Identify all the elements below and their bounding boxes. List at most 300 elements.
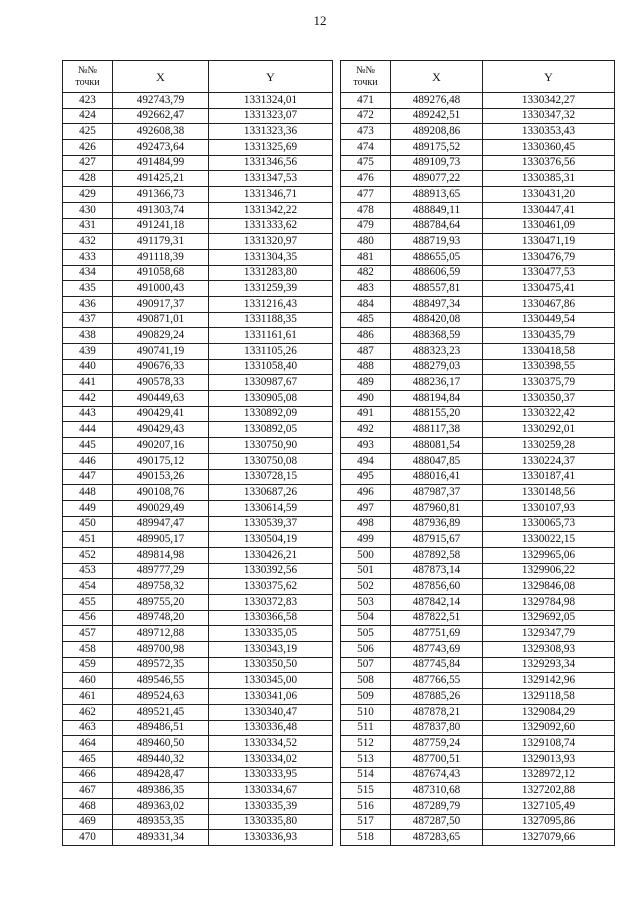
point-number-cell: 478	[341, 202, 391, 218]
y-header: Y	[209, 61, 333, 93]
y-header: Y	[483, 61, 615, 93]
table-row	[63, 391, 333, 407]
y-coordinate-cell: 1330614,59	[209, 500, 333, 516]
x-coordinate-cell: 489748,20	[113, 610, 209, 626]
point-number-cell: 445	[63, 438, 113, 454]
y-coordinate-cell: 1329692,05	[483, 610, 615, 626]
y-coordinate-cell: 1330335,39	[209, 798, 333, 814]
point-number-cell: 503	[341, 595, 391, 611]
x-coordinate-cell: 491303,74	[113, 202, 209, 218]
point-number-cell: 447	[63, 469, 113, 485]
table-header-row	[341, 61, 615, 93]
y-coordinate-cell: 1330418,58	[483, 344, 615, 360]
x-coordinate-cell: 487766,55	[391, 673, 483, 689]
table-row	[341, 657, 615, 673]
table-row	[63, 108, 333, 124]
table-row	[63, 422, 333, 438]
x-coordinate-cell: 487960,81	[391, 500, 483, 516]
x-coordinate-cell: 487842,14	[391, 595, 483, 611]
x-coordinate-cell: 489524,63	[113, 689, 209, 705]
table-row	[63, 187, 333, 203]
y-coordinate-cell: 1330476,79	[483, 249, 615, 265]
table-row	[63, 249, 333, 265]
x-coordinate-cell: 489947,47	[113, 516, 209, 532]
point-number-cell: 441	[63, 375, 113, 391]
x-coordinate-cell: 489428,47	[113, 767, 209, 783]
y-coordinate-cell: 1330065,73	[483, 516, 615, 532]
point-number-cell: 488	[341, 359, 391, 375]
table-row	[341, 281, 615, 297]
y-coordinate-cell: 1331324,01	[209, 93, 333, 109]
table-row	[63, 265, 333, 281]
x-coordinate-cell: 489175,52	[391, 140, 483, 156]
x-coordinate-cell: 487674,43	[391, 767, 483, 783]
x-coordinate-cell: 487936,89	[391, 516, 483, 532]
y-coordinate-cell: 1330471,19	[483, 234, 615, 250]
y-coordinate-cell: 1330477,53	[483, 265, 615, 281]
point-number-cell: 476	[341, 171, 391, 187]
y-coordinate-cell: 1330398,55	[483, 359, 615, 375]
table-row	[341, 155, 615, 171]
x-coordinate-cell: 490676,33	[113, 359, 209, 375]
y-coordinate-cell: 1330292,01	[483, 422, 615, 438]
y-coordinate-cell: 1329092,60	[483, 720, 615, 736]
y-coordinate-cell: 1330353,43	[483, 124, 615, 140]
x-coordinate-cell: 489486,51	[113, 720, 209, 736]
y-coordinate-cell: 1330987,67	[209, 375, 333, 391]
y-coordinate-cell: 1330372,83	[209, 595, 333, 611]
x-coordinate-cell: 487287,50	[391, 814, 483, 830]
table-row	[63, 140, 333, 156]
x-coordinate-cell: 490029,49	[113, 500, 209, 516]
point-number-cell: 440	[63, 359, 113, 375]
table-row	[341, 296, 615, 312]
table-row	[341, 140, 615, 156]
point-number-cell: 490	[341, 391, 391, 407]
y-coordinate-cell: 1331058,40	[209, 359, 333, 375]
point-number-cell: 491	[341, 406, 391, 422]
y-coordinate-cell: 1331323,36	[209, 124, 333, 140]
point-number-cell: 453	[63, 563, 113, 579]
table-row	[341, 704, 615, 720]
y-coordinate-cell: 1331161,61	[209, 328, 333, 344]
y-coordinate-cell: 1329308,93	[483, 642, 615, 658]
table-row	[341, 767, 615, 783]
point-number-cell: 487	[341, 344, 391, 360]
point-number-cell: 494	[341, 453, 391, 469]
x-coordinate-cell: 489905,17	[113, 532, 209, 548]
point-number-cell: 424	[63, 108, 113, 124]
table-row	[63, 93, 333, 109]
x-coordinate-cell: 488047,85	[391, 453, 483, 469]
point-number-cell: 430	[63, 202, 113, 218]
coordinates-table-left	[62, 60, 333, 846]
x-coordinate-cell: 489242,51	[391, 108, 483, 124]
point-number-cell: 471	[341, 93, 391, 109]
point-number-cell: 432	[63, 234, 113, 250]
y-coordinate-cell: 1331259,39	[209, 281, 333, 297]
point-number-cell: 462	[63, 704, 113, 720]
x-coordinate-cell: 488016,41	[391, 469, 483, 485]
point-number-cell: 431	[63, 218, 113, 234]
point-number-cell: 464	[63, 736, 113, 752]
x-coordinate-cell: 489440,32	[113, 751, 209, 767]
x-coordinate-cell: 489546,55	[113, 673, 209, 689]
x-coordinate-cell: 492743,79	[113, 93, 209, 109]
point-number-cell: 506	[341, 642, 391, 658]
point-number-cell: 444	[63, 422, 113, 438]
point-number-cell: 511	[341, 720, 391, 736]
x-coordinate-cell: 488323,23	[391, 344, 483, 360]
point-number-cell: 489	[341, 375, 391, 391]
table-row	[63, 312, 333, 328]
point-number-cell: 443	[63, 406, 113, 422]
point-number-cell: 518	[341, 830, 391, 846]
point-number-cell: 492	[341, 422, 391, 438]
y-coordinate-cell: 1330539,37	[209, 516, 333, 532]
table-row	[63, 344, 333, 360]
x-coordinate-cell: 491000,43	[113, 281, 209, 297]
table-row	[63, 689, 333, 705]
point-number-cell: 465	[63, 751, 113, 767]
y-coordinate-cell: 1328972,12	[483, 767, 615, 783]
point-number-cell: 438	[63, 328, 113, 344]
point-number-cell: 461	[63, 689, 113, 705]
y-coordinate-cell: 1327079,66	[483, 830, 615, 846]
table-row	[63, 171, 333, 187]
x-coordinate-cell: 489755,20	[113, 595, 209, 611]
y-coordinate-cell: 1329784,98	[483, 595, 615, 611]
x-coordinate-cell: 491425,21	[113, 171, 209, 187]
y-coordinate-cell: 1330107,93	[483, 500, 615, 516]
y-coordinate-cell: 1329347,79	[483, 626, 615, 642]
y-coordinate-cell: 1330687,26	[209, 485, 333, 501]
y-coordinate-cell: 1331320,97	[209, 234, 333, 250]
point-number-cell: 446	[63, 453, 113, 469]
x-coordinate-cell: 488913,65	[391, 187, 483, 203]
point-number-cell: 514	[341, 767, 391, 783]
table-row	[63, 218, 333, 234]
table-row	[63, 751, 333, 767]
y-coordinate-cell: 1330350,50	[209, 657, 333, 673]
point-number-cell: 484	[341, 296, 391, 312]
x-coordinate-cell: 489386,35	[113, 783, 209, 799]
y-coordinate-cell: 1327095,86	[483, 814, 615, 830]
x-coordinate-cell: 489077,22	[391, 171, 483, 187]
table-row	[341, 830, 615, 846]
point-number-cell: 433	[63, 249, 113, 265]
x-coordinate-cell: 488420,08	[391, 312, 483, 328]
x-coordinate-cell: 490917,37	[113, 296, 209, 312]
point-number-cell: 468	[63, 798, 113, 814]
y-coordinate-cell: 1329142,96	[483, 673, 615, 689]
point-number-cell: 423	[63, 93, 113, 109]
table-row	[63, 673, 333, 689]
table-row	[341, 673, 615, 689]
y-coordinate-cell: 1330322,42	[483, 406, 615, 422]
point-number-cell: 450	[63, 516, 113, 532]
table-row	[63, 500, 333, 516]
x-coordinate-cell: 489712,88	[113, 626, 209, 642]
y-coordinate-cell: 1330335,80	[209, 814, 333, 830]
table-row	[341, 124, 615, 140]
point-number-cell: 505	[341, 626, 391, 642]
point-number-cell: 481	[341, 249, 391, 265]
y-coordinate-cell: 1329906,22	[483, 563, 615, 579]
page-number: 12	[313, 13, 327, 28]
point-number-cell: 499	[341, 532, 391, 548]
table-row	[341, 798, 615, 814]
y-coordinate-cell: 1331346,56	[209, 155, 333, 171]
point-number-cell: 467	[63, 783, 113, 799]
y-coordinate-cell: 1330259,28	[483, 438, 615, 454]
y-coordinate-cell: 1331304,35	[209, 249, 333, 265]
table-row	[63, 406, 333, 422]
y-coordinate-cell: 1330334,02	[209, 751, 333, 767]
point-number-cell: 457	[63, 626, 113, 642]
x-coordinate-cell: 488368,59	[391, 328, 483, 344]
x-coordinate-cell: 487310,68	[391, 783, 483, 799]
x-coordinate-cell: 488155,20	[391, 406, 483, 422]
y-coordinate-cell: 1330376,56	[483, 155, 615, 171]
y-coordinate-cell: 1330366,58	[209, 610, 333, 626]
x-coordinate-cell: 489353,35	[113, 814, 209, 830]
y-coordinate-cell: 1330750,08	[209, 453, 333, 469]
table-row	[341, 626, 615, 642]
y-coordinate-cell: 1330148,56	[483, 485, 615, 501]
x-coordinate-cell: 491366,73	[113, 187, 209, 203]
point-number-cell: 466	[63, 767, 113, 783]
table-row	[63, 704, 333, 720]
point-number-cell: 451	[63, 532, 113, 548]
point-number-cell: 486	[341, 328, 391, 344]
point-number-header-line2: точки	[353, 76, 378, 88]
point-number-cell: 448	[63, 485, 113, 501]
point-number-cell: 493	[341, 438, 391, 454]
table-row	[341, 516, 615, 532]
point-number-header-line2: точки	[75, 76, 100, 88]
point-number-cell: 500	[341, 547, 391, 563]
point-number-cell: 429	[63, 187, 113, 203]
y-coordinate-cell: 1330504,19	[209, 532, 333, 548]
point-number-cell: 473	[341, 124, 391, 140]
x-coordinate-cell: 487987,37	[391, 485, 483, 501]
table-row	[63, 798, 333, 814]
point-number-cell: 460	[63, 673, 113, 689]
x-header: X	[391, 61, 483, 93]
x-coordinate-cell: 487837,80	[391, 720, 483, 736]
table-row	[63, 202, 333, 218]
table-row	[341, 202, 615, 218]
y-coordinate-cell: 1330347,32	[483, 108, 615, 124]
table-row	[63, 579, 333, 595]
x-coordinate-cell: 487289,79	[391, 798, 483, 814]
table-row	[341, 312, 615, 328]
table-row	[341, 375, 615, 391]
y-coordinate-cell: 1329846,08	[483, 579, 615, 595]
table-row	[341, 469, 615, 485]
coordinates-table-right	[340, 60, 615, 846]
table-row	[341, 328, 615, 344]
table-row	[63, 767, 333, 783]
table-row	[341, 595, 615, 611]
y-coordinate-cell: 1331216,43	[209, 296, 333, 312]
table-row	[341, 532, 615, 548]
table-row	[341, 406, 615, 422]
y-coordinate-cell: 1330467,86	[483, 296, 615, 312]
y-coordinate-cell: 1331342,22	[209, 202, 333, 218]
table-row	[63, 438, 333, 454]
table-row	[63, 626, 333, 642]
y-coordinate-cell: 1330360,45	[483, 140, 615, 156]
y-coordinate-cell: 1331325,69	[209, 140, 333, 156]
table-row	[63, 375, 333, 391]
x-coordinate-cell: 487892,58	[391, 547, 483, 563]
table-row	[341, 249, 615, 265]
point-number-header-line1: №№	[355, 64, 376, 76]
point-number-cell: 507	[341, 657, 391, 673]
point-number-cell: 456	[63, 610, 113, 626]
point-number-cell: 455	[63, 595, 113, 611]
point-number-cell: 479	[341, 218, 391, 234]
point-number-cell: 426	[63, 140, 113, 156]
x-coordinate-cell: 491118,39	[113, 249, 209, 265]
table-row	[63, 595, 333, 611]
point-number-cell: 449	[63, 500, 113, 516]
y-coordinate-cell: 1331283,80	[209, 265, 333, 281]
x-coordinate-cell: 487915,67	[391, 532, 483, 548]
point-number-cell: 475	[341, 155, 391, 171]
table-row	[63, 155, 333, 171]
table-row	[341, 93, 615, 109]
table-row	[63, 296, 333, 312]
y-coordinate-cell: 1330375,79	[483, 375, 615, 391]
point-number-cell: 439	[63, 344, 113, 360]
x-coordinate-cell: 490429,41	[113, 406, 209, 422]
table-row	[63, 547, 333, 563]
y-coordinate-cell: 1329293,34	[483, 657, 615, 673]
x-coordinate-cell: 488655,05	[391, 249, 483, 265]
y-coordinate-cell: 1331105,26	[209, 344, 333, 360]
point-number-cell: 485	[341, 312, 391, 328]
x-header: X	[113, 61, 209, 93]
x-coordinate-cell: 488849,11	[391, 202, 483, 218]
x-coordinate-cell: 489814,98	[113, 547, 209, 563]
table-row	[63, 516, 333, 532]
point-number-cell: 483	[341, 281, 391, 297]
x-coordinate-cell: 491179,31	[113, 234, 209, 250]
point-number-cell: 425	[63, 124, 113, 140]
table-row	[341, 736, 615, 752]
x-coordinate-cell: 487856,60	[391, 579, 483, 595]
point-number-cell: 428	[63, 171, 113, 187]
point-number-cell: 459	[63, 657, 113, 673]
table-row	[341, 265, 615, 281]
point-number-cell: 508	[341, 673, 391, 689]
table-row	[341, 720, 615, 736]
y-coordinate-cell: 1329108,74	[483, 736, 615, 752]
table-row	[341, 391, 615, 407]
table-row	[63, 469, 333, 485]
point-number-cell: 469	[63, 814, 113, 830]
x-coordinate-cell: 488279,03	[391, 359, 483, 375]
y-coordinate-cell: 1330475,41	[483, 281, 615, 297]
x-coordinate-cell: 488236,17	[391, 375, 483, 391]
point-number-header	[341, 61, 391, 93]
y-coordinate-cell: 1330334,67	[209, 783, 333, 799]
point-number-cell: 504	[341, 610, 391, 626]
y-coordinate-cell: 1330892,05	[209, 422, 333, 438]
x-coordinate-cell: 487759,24	[391, 736, 483, 752]
table-row	[63, 234, 333, 250]
x-coordinate-cell: 487751,69	[391, 626, 483, 642]
table-row	[63, 563, 333, 579]
y-coordinate-cell: 1330431,20	[483, 187, 615, 203]
table-row	[341, 218, 615, 234]
y-coordinate-cell: 1330341,06	[209, 689, 333, 705]
y-coordinate-cell: 1331346,71	[209, 187, 333, 203]
point-number-cell: 517	[341, 814, 391, 830]
y-coordinate-cell: 1329084,29	[483, 704, 615, 720]
x-coordinate-cell: 487700,51	[391, 751, 483, 767]
x-coordinate-cell: 488784,64	[391, 218, 483, 234]
y-coordinate-cell: 1330333,95	[209, 767, 333, 783]
y-coordinate-cell: 1330350,37	[483, 391, 615, 407]
x-coordinate-cell: 490578,33	[113, 375, 209, 391]
y-coordinate-cell: 1330336,93	[209, 830, 333, 846]
x-coordinate-cell: 490871,01	[113, 312, 209, 328]
table-row	[341, 453, 615, 469]
y-coordinate-cell: 1330345,00	[209, 673, 333, 689]
table-row	[63, 532, 333, 548]
table-row	[341, 751, 615, 767]
x-coordinate-cell: 489572,35	[113, 657, 209, 673]
point-number-cell: 463	[63, 720, 113, 736]
table-row	[341, 344, 615, 360]
table-row	[63, 485, 333, 501]
point-number-cell: 427	[63, 155, 113, 171]
y-coordinate-cell: 1330426,21	[209, 547, 333, 563]
x-coordinate-cell: 489521,45	[113, 704, 209, 720]
table-row	[63, 814, 333, 830]
x-coordinate-cell: 489331,34	[113, 830, 209, 846]
x-coordinate-cell: 489109,73	[391, 155, 483, 171]
x-coordinate-cell: 488719,93	[391, 234, 483, 250]
x-coordinate-cell: 490829,24	[113, 328, 209, 344]
table-row	[63, 736, 333, 752]
y-coordinate-cell: 1331188,35	[209, 312, 333, 328]
x-coordinate-cell: 491241,18	[113, 218, 209, 234]
point-number-cell: 436	[63, 296, 113, 312]
y-coordinate-cell: 1330728,15	[209, 469, 333, 485]
x-coordinate-cell: 490175,12	[113, 453, 209, 469]
x-coordinate-cell: 489777,29	[113, 563, 209, 579]
table-row	[341, 438, 615, 454]
point-number-cell: 498	[341, 516, 391, 532]
point-number-cell: 480	[341, 234, 391, 250]
point-number-cell: 458	[63, 642, 113, 658]
y-coordinate-cell: 1330335,05	[209, 626, 333, 642]
x-coordinate-cell: 492473,64	[113, 140, 209, 156]
x-coordinate-cell: 487743,69	[391, 642, 483, 658]
point-number-cell: 482	[341, 265, 391, 281]
table-header-row	[63, 61, 333, 93]
point-number-cell: 495	[341, 469, 391, 485]
table-row	[341, 547, 615, 563]
point-number-cell: 497	[341, 500, 391, 516]
point-number-cell: 442	[63, 391, 113, 407]
table-row	[63, 783, 333, 799]
